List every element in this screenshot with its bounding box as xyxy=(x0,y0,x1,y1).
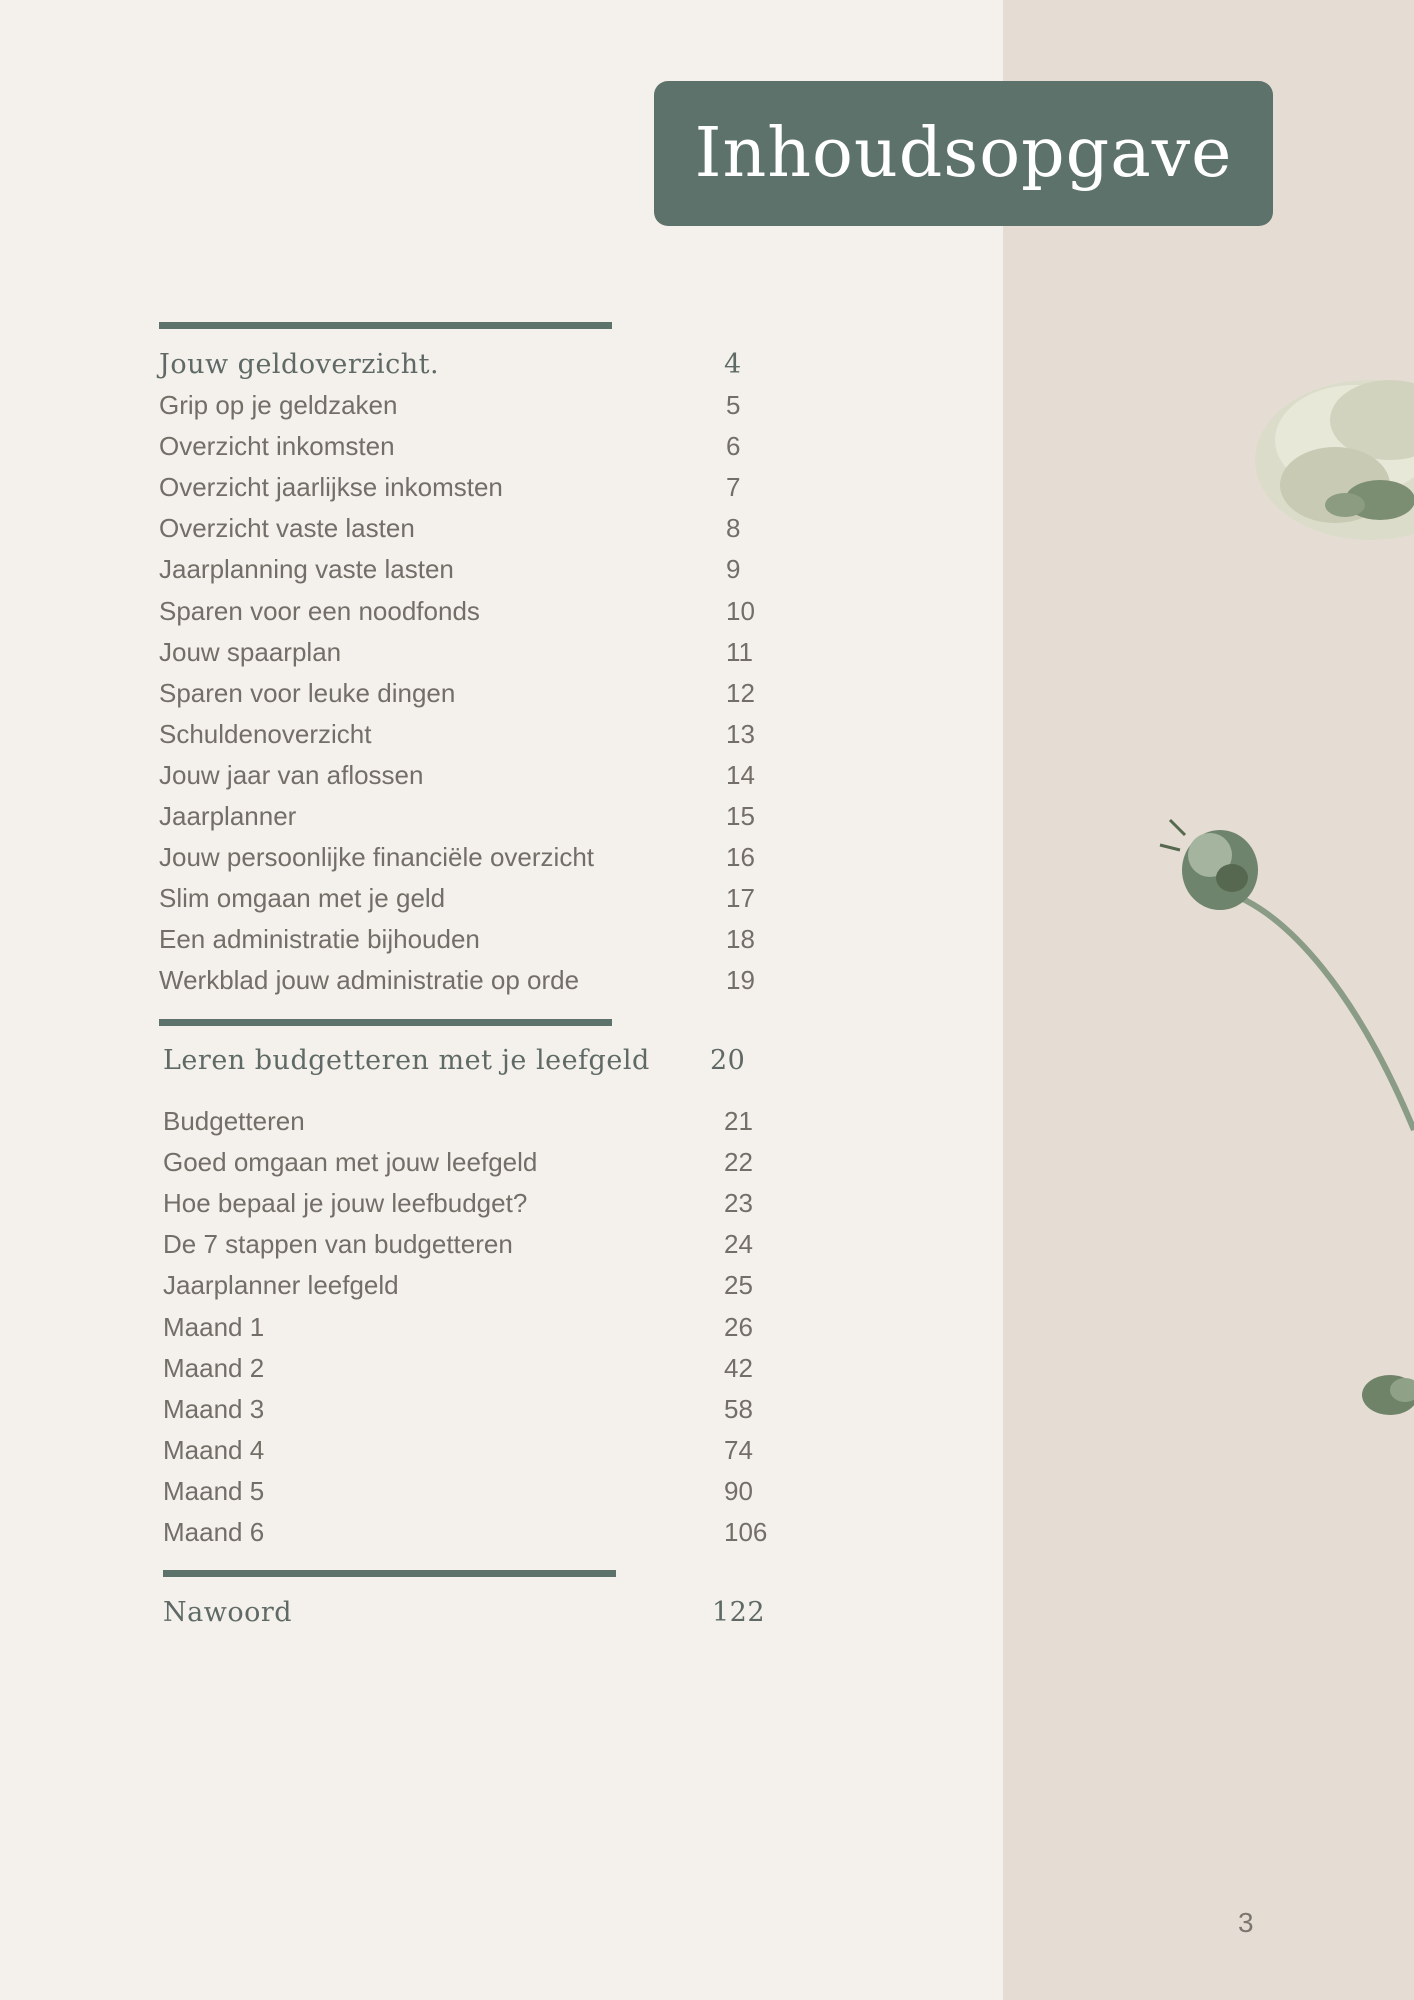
toc-entry-label: Een administratie bijhouden xyxy=(159,924,480,955)
toc-entry-label: Jaarplanner leefgeld xyxy=(163,1270,399,1301)
toc-entry[interactable] xyxy=(0,1307,800,1348)
toc-entry[interactable] xyxy=(0,632,800,673)
toc-entry-label: Maand 4 xyxy=(163,1434,265,1465)
toc-entry[interactable] xyxy=(0,385,800,426)
toc-entry-label: De 7 stappen van budgetteren xyxy=(163,1229,513,1260)
toc-entry-page: 16 xyxy=(726,842,755,873)
toc-section-heading[interactable] xyxy=(0,344,800,385)
toc-heading-page: 20 xyxy=(710,1045,746,1076)
toc-entry-page: 17 xyxy=(726,883,755,914)
toc-entry-page: 23 xyxy=(724,1188,753,1219)
toc-entry-page: 58 xyxy=(724,1393,753,1424)
flower-bud xyxy=(1160,820,1414,1130)
toc-entry[interactable] xyxy=(0,1101,800,1142)
toc-heading-label: Nawoord xyxy=(163,1597,293,1628)
toc-entry[interactable] xyxy=(0,919,800,960)
toc-entry[interactable] xyxy=(0,1389,800,1430)
toc-entry-page: 11 xyxy=(726,636,753,667)
toc-entry-label: Werkblad jouw administratie op orde xyxy=(159,965,580,996)
toc-entry-page: 12 xyxy=(726,677,755,708)
toc-entry-page: 6 xyxy=(726,431,741,462)
toc-entry-label: Overzicht inkomsten xyxy=(159,431,395,462)
section-divider xyxy=(163,1570,616,1577)
toc-entry-label: Jouw spaarplan xyxy=(159,636,342,667)
toc-heading-label: Leren budgetteren met je leefgeld xyxy=(163,1045,650,1076)
toc-entry[interactable] xyxy=(0,1183,800,1224)
toc-entry[interactable] xyxy=(0,755,800,796)
toc-entry[interactable] xyxy=(0,878,800,919)
toc-entry[interactable] xyxy=(0,591,800,632)
toc-entry-page: 74 xyxy=(724,1434,753,1465)
toc-entry-page: 42 xyxy=(724,1352,753,1383)
toc-entry-label: Budgetteren xyxy=(163,1106,305,1136)
toc-entry[interactable] xyxy=(0,714,800,755)
toc-entry[interactable] xyxy=(0,1142,800,1183)
toc-entry-page: 26 xyxy=(724,1311,753,1342)
toc-entry-page: 22 xyxy=(724,1147,753,1178)
page-title: Inhoudsopgave xyxy=(694,114,1233,193)
toc-entry-label: Maand 3 xyxy=(163,1393,265,1424)
toc-entry-label: Goed omgaan met jouw leefgeld xyxy=(163,1147,538,1178)
toc-entry[interactable] xyxy=(0,1430,800,1471)
toc-entry[interactable] xyxy=(0,1471,800,1512)
toc-entry[interactable] xyxy=(0,837,800,878)
toc-entry-label: Sparen voor een noodfonds xyxy=(159,595,480,626)
toc-entry-page: 106 xyxy=(724,1517,768,1547)
toc-entry[interactable] xyxy=(0,1224,800,1265)
toc-entry-page: 9 xyxy=(726,554,741,585)
section-divider xyxy=(159,1019,612,1026)
toc-entry-page: 15 xyxy=(726,801,755,831)
toc-entry-label: Sparen voor leuke dingen xyxy=(159,677,456,708)
toc-section-heading[interactable] xyxy=(0,1040,800,1081)
leaf xyxy=(1362,1375,1414,1415)
flower-head-top xyxy=(1255,380,1414,540)
toc-entry-label: Maand 2 xyxy=(163,1352,265,1383)
toc-entry-label: Maand 5 xyxy=(163,1475,265,1506)
toc-entry[interactable] xyxy=(0,796,800,837)
toc-entry[interactable] xyxy=(0,467,800,508)
flower-illustration xyxy=(1140,350,1414,1430)
toc-entry-page: 90 xyxy=(724,1475,753,1506)
toc-entry[interactable] xyxy=(0,1512,800,1553)
toc-entry[interactable] xyxy=(0,1265,800,1306)
section-divider xyxy=(159,322,612,329)
toc-entry-label: Hoe bepaal je jouw leefbudget? xyxy=(163,1188,528,1219)
toc-entry-page: 18 xyxy=(726,924,755,955)
toc-heading-page: 122 xyxy=(712,1597,766,1628)
toc-heading-page: 4 xyxy=(724,349,742,380)
toc-entry-page: 5 xyxy=(726,390,741,420)
toc-entry-page: 13 xyxy=(726,718,755,749)
toc-entry-page: 19 xyxy=(726,965,755,996)
toc-entry[interactable] xyxy=(0,426,800,467)
toc-entry-page: 8 xyxy=(726,513,741,544)
toc-entry-page: 14 xyxy=(726,759,755,790)
toc-section-heading[interactable] xyxy=(0,1592,800,1633)
toc-entry-label: Jaarplanner xyxy=(159,801,297,831)
toc-heading-label: Jouw geldoverzicht. xyxy=(159,349,440,380)
toc-entry-label: Maand 1 xyxy=(163,1311,265,1342)
title-box xyxy=(654,81,1273,226)
toc-entry-label: Slim omgaan met je geld xyxy=(159,883,446,914)
toc-entry-label: Overzicht vaste lasten xyxy=(159,513,415,544)
toc-entry-label: Overzicht jaarlijkse inkomsten xyxy=(159,472,503,503)
toc-entry-label: Schuldenoverzicht xyxy=(159,718,372,749)
toc-entry-label: Grip op je geldzaken xyxy=(159,390,398,420)
toc-entry[interactable] xyxy=(0,960,800,1001)
toc-entry[interactable] xyxy=(0,508,800,549)
toc-entry-page: 21 xyxy=(724,1106,753,1136)
toc-entry-page: 7 xyxy=(726,472,741,503)
toc-entry-page: 24 xyxy=(724,1229,753,1260)
toc-entry-label: Jouw jaar van aflossen xyxy=(159,759,424,790)
toc-entry[interactable] xyxy=(0,549,800,590)
toc-entry[interactable] xyxy=(0,1348,800,1389)
page-number: 3 xyxy=(1238,1907,1254,1938)
toc-entry[interactable] xyxy=(0,673,800,714)
toc-entry-label: Maand 6 xyxy=(163,1517,265,1547)
toc-entry-page: 10 xyxy=(726,595,755,626)
toc-entry-label: Jaarplanning vaste lasten xyxy=(159,554,454,585)
toc-entry-page: 25 xyxy=(724,1270,753,1301)
toc-entry-label: Jouw persoonlijke financiële overzicht xyxy=(159,842,595,873)
